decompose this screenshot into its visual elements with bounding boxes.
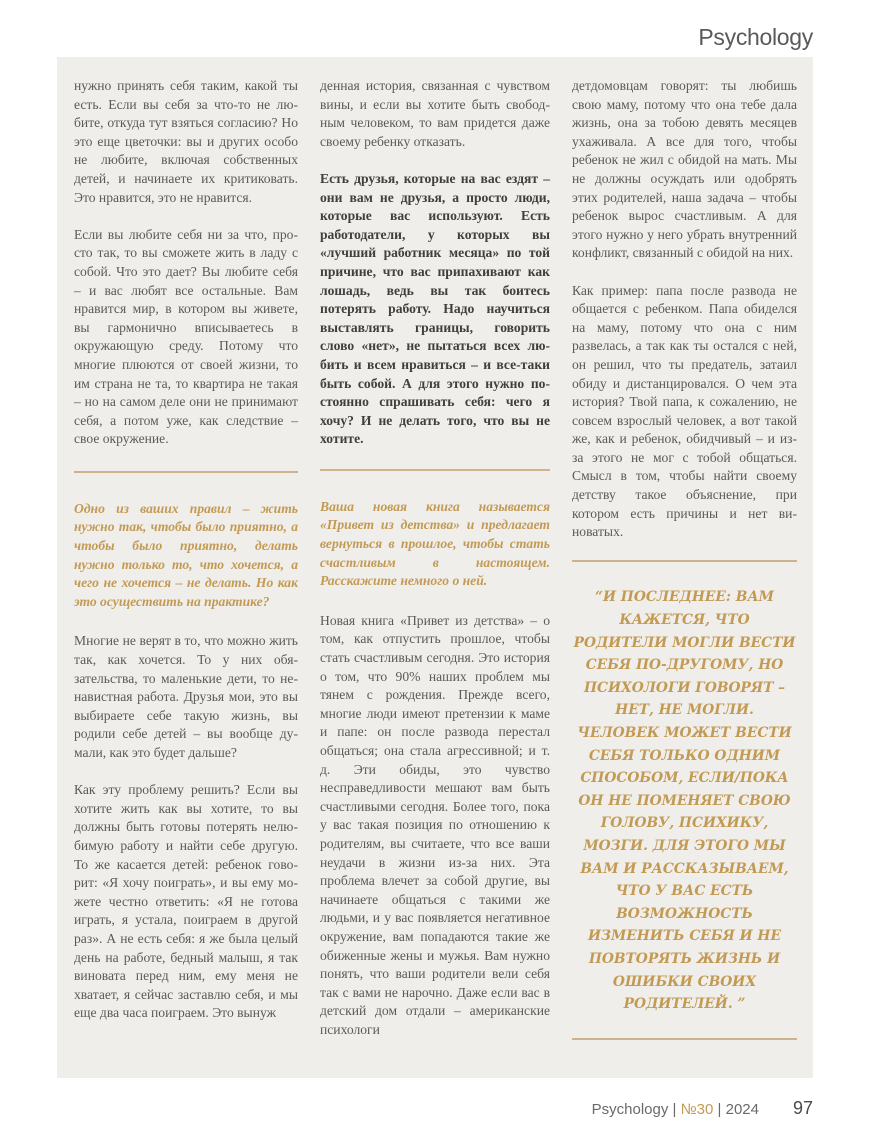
divider xyxy=(572,1038,797,1040)
paragraph: Если вы любите себя ни за что, просто так, то вы сможете жить в ладу с собой. Что это дает? Вы любите себя – и вас любят все остальные. Вам нравится мир, в котором вы живете, вы гармонично вписываетесь в окружающую среду. Потому что многие плюются от своей жизни, то им страна не та, то квартира не такая – но на самом деле они не принимают себя, а потом уже, как следствие – свое окружение. xyxy=(74,226,298,447)
bold-paragraph: Есть друзья, которые на вас ездят – они вам не друзья, а просто люди, которые вас используют. Есть работодатели, у которых вы «лучший работник месяца» по той причине, что вас припахивают как лошадь, ведь вы так боитесь потерять работу. Надо научиться выставлять границы, говорить слово «нет», не пытаться всех любить и всем нравиться – и все-таки быть собой. А для этого нужно постоянно спрашивать себя: чего я хочу? И не делать того, что вы не хотите. xyxy=(320,170,550,447)
divider xyxy=(74,471,298,473)
column-2 xyxy=(320,77,550,1058)
footer-separator: | xyxy=(672,1101,677,1118)
paragraph: Многие не верят в то, что можно жить так, как хочется. То у них обязательства, то маленькие дети, то ненавистная работа. Друзья мои, это вы выбираете себе такую жизнь, вы родили себе детей – вы вообще думали, как это будет дальше? xyxy=(74,633,298,760)
paragraph: Как пример: папа после развода не общается с ребенком. Папа обиделся на маму, потому что она с ним развелась, а так как ты остался с ней, он решил, что ты предатель, затаил обиду и дистанцировался. О чем эта история? Твой папа, к сожалению, не совсем взрослый человек, а вот такой же, как и ребенок, обидчивый – и из-за этого не мог с тобой общаться. Смысл в том, чтобы найти своему детству такое объяснение, при котором есть причины и нет виноватых. xyxy=(572,282,797,540)
paragraph: Новая книга «Привет из детства» – о том, как отпустить прошлое, чтобы стать счастливым сегодня. Это история о том, что 90% наших проблем мы тянем с рождения. Прежде всего, многие люди имеют претензии к маме и папе: он после развода перестал общаться; она стала агрессивной; и т. д. Эти обиды, это чувство несправедливости мешают вам быть счастливыми сегодня. Более того, пока у вас такая позиция по отношению к родителям, вы считаете, что все ваши неудачи в жизни из-за них. Эта проблема влечет за собой другие, вы начинаете общаться с такими же людьми, и у вас появляется негативное окружение, вам попадаются такие же обиженные жены и мужья. Вам нужно понять, что ваши родители вели себя так с вами не нарочно. Даже если вас в детский дом отдали – американские психологи xyxy=(320,612,550,1037)
footer-issue-info xyxy=(592,1101,759,1118)
interview-question: Ваша новая книга называется «Привет из детства» и предлагает вернуться в прошлое, чтобы стать счастливым в настоящем. Расскажите немного о ней. xyxy=(320,498,550,589)
interview-question: Одно из ваших правил – жить нужно так, чтобы было приятно, а чтобы было приятно, делать нужно только то, что хочется, а чего не хочется – не делать. Но как это осуществить на практике? xyxy=(74,500,298,609)
paragraph: Как эту проблему решить? Если вы хотите жить как вы хотите, то вы должны быть готовы потерять нелюбимую работу и найти себе другую. То же касается детей: ребенок говорит: «Я хочу поиграть», и вы ему можете честно ответить: «Я не готова играть, я устала, поиграем в другой раз». А не есть себя: я же была целый день на работе, бедный малыш, я так виновата перед ним, ему меня не хватает, я сейчас заставлю себя, и мы еще два часа поиграем. Это вынуж xyxy=(74,782,298,1021)
divider xyxy=(320,469,550,471)
footer-year: 2024 xyxy=(725,1101,759,1118)
footer-issue-number: №30 xyxy=(680,1101,714,1118)
column-3 xyxy=(572,77,797,1040)
paragraph: детдомовцам говорят: ты любишь свою маму, потому что она тебе дала жизнь, она за тобою девять месяцев ухаживала. А все для того, чтобы ребенок не жил с обидой на мать. Мы не должны осуждать или одобрять этих родителей, наша задача – чтобы ребенок вырос счастливым. А для этого нужно у него убрать внутренний конфликт, связанный с обидой на них. xyxy=(572,78,797,261)
footer-brand: Psychology xyxy=(591,1101,669,1118)
article-panel xyxy=(57,57,813,1078)
magazine-header-title: Psychology xyxy=(698,24,813,50)
paragraph: нужно принять себя таким, какой ты есть. Если вы себя за что-то не любите, откуда тут взяться согласию? Но это еще цветочки: вы и других особо не любите, включая собственных детей, и начинаете их критиковать. Это нравится, это не нравится. xyxy=(74,78,298,205)
paragraph: денная история, связанная с чувством вины, и если вы хотите быть свободным человеком, то вам придется даже своему ребенку отказать. xyxy=(320,78,550,149)
pull-quote: “И ПОСЛЕДНЕЕ: ВАМ КАЖЕТСЯ, ЧТО РОДИТЕЛИ МОГЛИ ВЕСТИ СЕБЯ ПО-ДРУГОМУ, НО ПСИХОЛОГИ ГОВОРЯТ – НЕТ, НЕ МОГЛИ. ЧЕЛОВЕК МОЖЕТ ВЕСТИ СЕБЯ ТОЛЬКО ОДНИМ СПОСОБОМ, ЕСЛИ/ПОКА ОН НЕ ПОМЕНЯЕТ СВОЮ ГОЛОВУ, ПСИХИКУ, МОЗГИ. ДЛЯ ЭТОГО МЫ ВАМ И РАССКАЗЫВАЕМ, ЧТО У ВАС ЕСТЬ ВОЗМОЖНОСТЬ ИЗМЕНИТЬ СЕБЯ И НЕ ПОВТОРЯТЬ ЖИЗНЬ И ОШИБКИ СВОИХ РОДИТЕЛЕЙ. ” xyxy=(573,589,796,1013)
divider xyxy=(572,560,797,562)
footer-separator: | xyxy=(717,1101,722,1118)
column-1 xyxy=(74,77,298,1042)
page-number: 97 xyxy=(792,1098,813,1118)
